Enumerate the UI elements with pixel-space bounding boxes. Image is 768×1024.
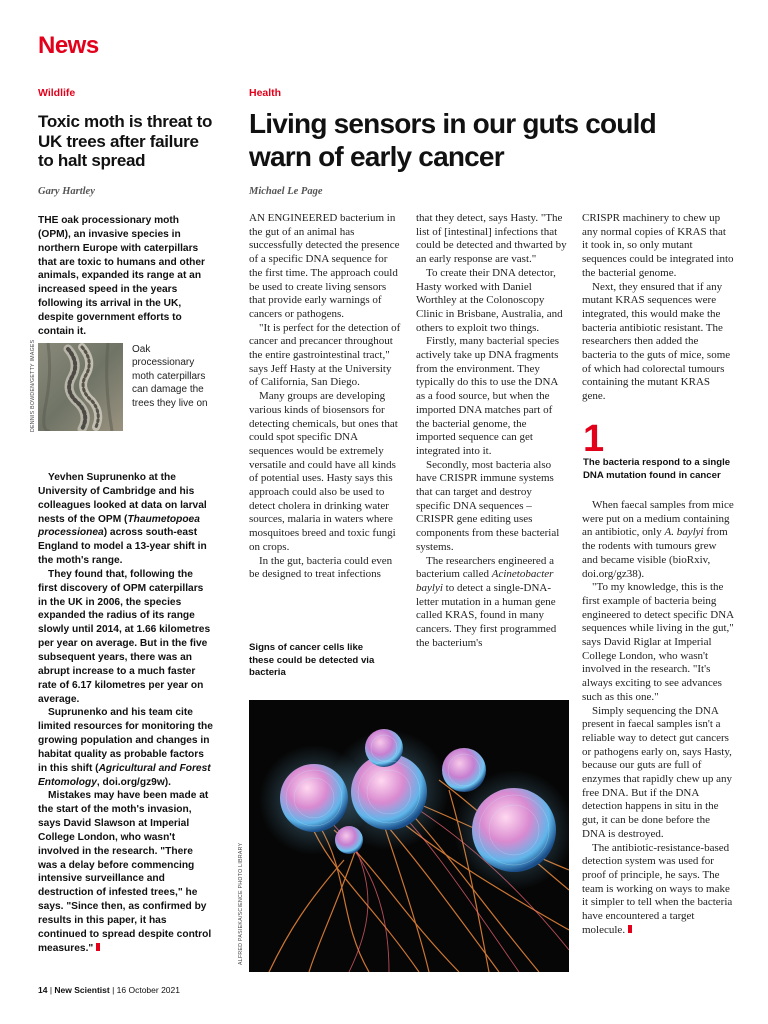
body-paragraph: In the gut, bacteria could even be designed to treat infections xyxy=(249,554,393,581)
left-paragraph: Yevhen Suprunenko at the University of Cambridge and his colleagues looked at data on larval nests of the OPM (Thaumetopoea processionea) across south-east England to model a 13-year shift in the moth's range. xyxy=(38,472,207,567)
cancer-cells-image xyxy=(249,700,569,972)
footer-separator: | xyxy=(49,985,55,995)
left-body xyxy=(38,471,214,956)
cancer-image-credit: ALFRED PASIEKA/SCIENCE PHOTO LIBRARY xyxy=(238,842,244,965)
moth-image xyxy=(38,343,123,431)
main-column-3 xyxy=(582,212,734,404)
main-byline: Michael Le Page xyxy=(249,186,323,197)
body-paragraph: Secondly, most bacteria also have CRISPR immune systems that can target and destroy specific DNA sequences – CRISPR gene editing uses components from these bacterial systems. xyxy=(416,458,560,553)
moth-image-credit: DENNIS BOWDEN/GETTY IMAGES xyxy=(30,339,36,432)
body-paragraph: CRISPR machinery to chew up any normal copies of KRAS that it took in, so only mutant sequences could be integrated into the bacterial genome. xyxy=(582,212,734,279)
page-footer xyxy=(38,985,180,995)
moth-caterpillars-photo xyxy=(38,343,123,431)
left-headline: Toxic moth is threat to UK trees after failure to halt spread xyxy=(38,112,213,170)
main-kicker[interactable]: Health xyxy=(249,87,282,99)
body-paragraph: The antibiotic-resistance-based detection system was used for proof of principle, he says. The team is working on ways to make it simpler to tell when the bacteria have encountered a target molecule. xyxy=(582,841,733,936)
end-mark-icon xyxy=(628,925,632,933)
body-paragraph: Simply sequencing the DNA present in faecal samples isn't a reliable way to detect gut cancers or pathogens early on, says Hasty, because our guts are full of enzymes that rapidly chew up any free DNA. But if the DNA detection happens in situ in the gut, it can be done before the DNA is destroyed. xyxy=(582,704,732,840)
body-paragraph: that they detect, says Hasty. "The list of [intestinal] infections that could be detected and thwarted by an early response are vast." xyxy=(416,212,567,266)
body-paragraph: Next, they ensured that if any mutant KRAS sequences were integrated, this would make the bacteria antibiotic resistant. The researchers then added the bacteria to the guts of mice, some of which had colorectal tumours containing the mutant KRAS gene. xyxy=(582,280,731,403)
main-column-2 xyxy=(416,212,568,651)
left-paragraph: Suprunenko and his team cite limited resources for monitoring the growing population and changes in habitat quality as probable factors in this shift (Agricultural and Forest Entomology, doi.org/gz9w). xyxy=(38,707,213,788)
section-title: News xyxy=(38,32,99,59)
body-paragraph: "To my knowledge, this is the first example of bacteria being engineered to detect specific DNA sequences while living in the gut," says David Riglar at Imperial College London, who wasn't involved in the research. "It's always exciting to see advances such as this one." xyxy=(582,581,734,703)
left-byline: Gary Hartley xyxy=(38,186,95,197)
body-paragraph: AN ENGINEERED bacterium in the gut of an animal has successfully detected the presence of a specific DNA sequence for the first time. The approach could be used to create living sensors that provide early warnings of cancers or pathogens. xyxy=(249,212,400,320)
body-paragraph: When faecal samples from mice were put on a medium containing an antibiotic, only A. baylyi from the rodents with tumours grew and became visible (bioRxiv, doi.org/gz38). xyxy=(582,499,734,580)
main-column-1 xyxy=(249,212,401,582)
left-paragraph: They found that, following the first discovery of OPM caterpillars in the UK in 2006, the species expanded the radius of its range slowly until 2014, at 1.66 kilometres per year on average. But in the five subsequent years, there was an abrupt increase to a much faster rate of 6.17 kilometres per year on average. xyxy=(38,568,211,705)
end-mark-icon xyxy=(96,943,100,951)
left-intro-text: THE oak processionary moth (OPM), an invasive species in northern Europe with caterpillars that are toxic to humans and other animals, expanded its range at an increased speed in the years following its arrival in the UK, despite government efforts to contain it. xyxy=(38,215,205,337)
body-paragraph: Many groups are developing various kinds of biosensors for detecting chemicals, but ones that could spot specific DNA sequences would be extremely versatile and could have all kinds of potential uses. Hasty says this approach could also be used to detect cholera in drinking water sources, malaria in waters where mosquitoes breed and toxic fungi on crops. xyxy=(249,390,398,553)
left-intro xyxy=(38,214,214,339)
moth-image-caption: Oak processionary moth caterpillars can damage the trees they live on xyxy=(132,344,208,409)
left-paragraph: Mistakes may have been made at the start of the moth's invasion, says David Slawson at Imperial College London, who wasn't involved in the research. "There was a delay before commencing intensive surveillance and destruction of infested trees," he says. "Since then, as confirmed by results in this paper, it has continued to spread despite control measures." xyxy=(38,790,212,954)
publication-name: New Scientist xyxy=(54,985,110,995)
body-paragraph: To create their DNA detector, Hasty worked with Daniel Worthley at the Colonoscopy Clinic in Brisbane, Australia, and others to exploit two things. xyxy=(416,266,563,334)
main-headline: Living sensors in our guts could warn of early cancer xyxy=(249,108,656,172)
pullout-text: The bacteria respond to a single DNA mutation found in cancer xyxy=(583,457,731,481)
body-paragraph: "It is perfect for the detection of cancer and precancer throughout the entire gastrointestinal tract," says Jeff Hasty at the University of California, San Diego. xyxy=(249,321,401,389)
cancer-cells-illustration xyxy=(249,700,569,972)
main-column-3b xyxy=(582,499,734,938)
body-paragraph: Firstly, many bacterial species actively take up DNA fragments from the environment. They typically do this to use the DNA as a food source, but when the imported DNA matches part of the bacterial genome, the imported sequence can get integrated into it. xyxy=(416,335,560,457)
issue-date: 16 October 2021 xyxy=(116,985,180,995)
footer-separator: | xyxy=(112,985,117,995)
page-number: 14 xyxy=(38,985,48,995)
cancer-image-caption: Signs of cancer cells like these could be detected via bacteria xyxy=(249,642,375,679)
pullout-number: 1 xyxy=(583,418,605,460)
left-kicker[interactable]: Wildlife xyxy=(38,87,76,99)
body-paragraph: The researchers engineered a bacterium called Acinetobacter baylyi to detect a single-DNA-letter mutation in a human gene called KRAS, found in many cancers. They first programmed the bacterium's xyxy=(416,554,557,649)
